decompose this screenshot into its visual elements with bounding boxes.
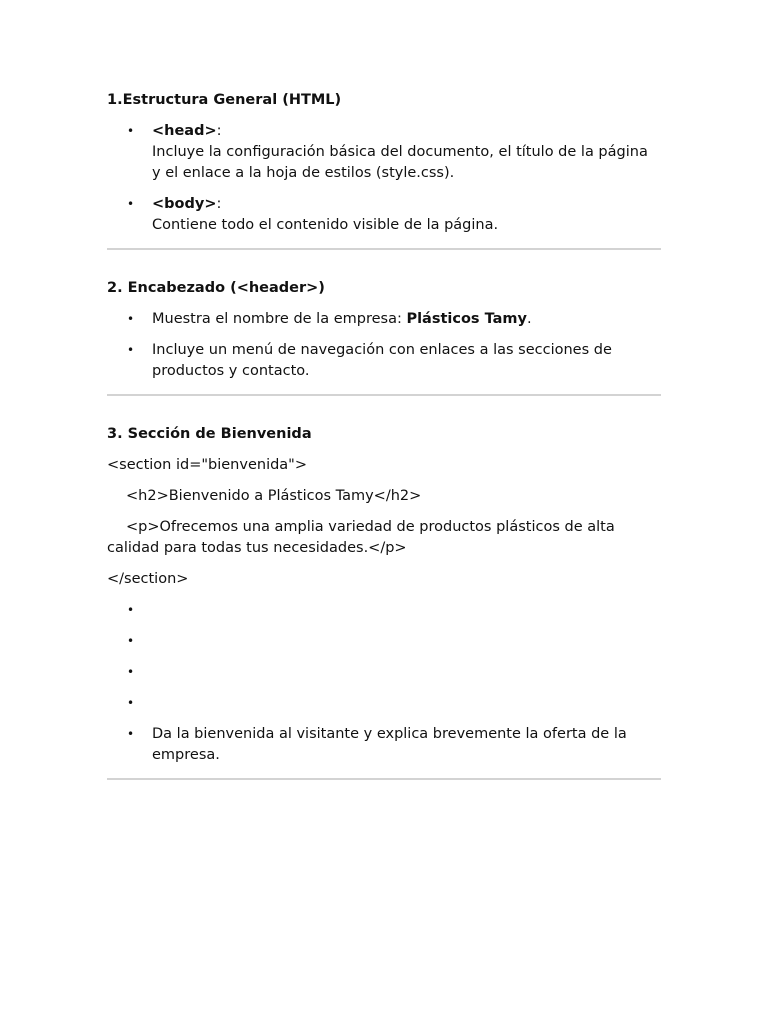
section-estructura-general (107, 90, 661, 236)
section-heading: 1.Estructura General (HTML) (107, 92, 342, 108)
item-description: Da la bienvenida al visitante y explica brevemente la oferta de la empresa. (152, 726, 627, 763)
bullet-list (107, 121, 661, 236)
document-page (107, 90, 661, 780)
horizontal-rule (107, 394, 661, 396)
list-item-empty (107, 662, 661, 683)
horizontal-rule (107, 778, 661, 780)
bullet-icon: • (127, 312, 135, 326)
bullet-list (107, 600, 661, 766)
code-line-section-close: </section> (107, 571, 189, 587)
list-item (107, 309, 661, 330)
item-prefix: Muestra el nombre de la empresa: (152, 311, 407, 327)
tag-name: <body> (152, 196, 217, 212)
code-line-p-2: calidad para todas tus necesidades.</p> (107, 540, 407, 556)
section-bienvenida (107, 424, 661, 766)
bullet-icon: • (127, 665, 135, 679)
list-item (107, 724, 661, 766)
bullet-icon: • (127, 197, 135, 211)
item-description: Incluye la configuración básica del documento, el título de la página y el enlace a la hoja de estilos (style.css). (152, 144, 648, 181)
bullet-icon: • (127, 343, 135, 357)
section-encabezado (107, 278, 661, 382)
bullet-icon: • (127, 727, 135, 741)
list-item-empty (107, 631, 661, 652)
horizontal-rule (107, 248, 661, 250)
list-item (107, 340, 661, 382)
code-line-section-open: <section id="bienvenida"> (107, 457, 308, 473)
section-heading: 3. Sección de Bienvenida (107, 426, 312, 442)
list-item (107, 121, 661, 184)
code-line-paragraph (107, 517, 661, 559)
bullet-icon: • (127, 634, 135, 648)
item-suffix: . (526, 311, 532, 327)
code-line-p-1: <p>Ofrecemos una amplia variedad de productos plásticos de alta (126, 519, 615, 535)
bullet-icon: • (127, 603, 135, 617)
code-line-h2: <h2>Bienvenido a Plásticos Tamy</h2> (126, 488, 422, 504)
item-description: Incluye un menú de navegación con enlaces a las secciones de productos y contacto. (152, 342, 612, 379)
bullet-list (107, 309, 661, 382)
list-item-empty (107, 693, 661, 714)
separator: : (216, 196, 222, 212)
separator: : (216, 123, 222, 139)
company-name: Plásticos Tamy (406, 311, 527, 327)
bullet-icon: • (127, 124, 135, 138)
list-item (107, 194, 661, 236)
bullet-icon: • (127, 696, 135, 710)
tag-name: <head> (152, 123, 217, 139)
list-item-empty (107, 600, 661, 621)
item-description: Contiene todo el contenido visible de la página. (152, 217, 499, 233)
section-heading: 2. Encabezado (<header>) (107, 280, 325, 296)
